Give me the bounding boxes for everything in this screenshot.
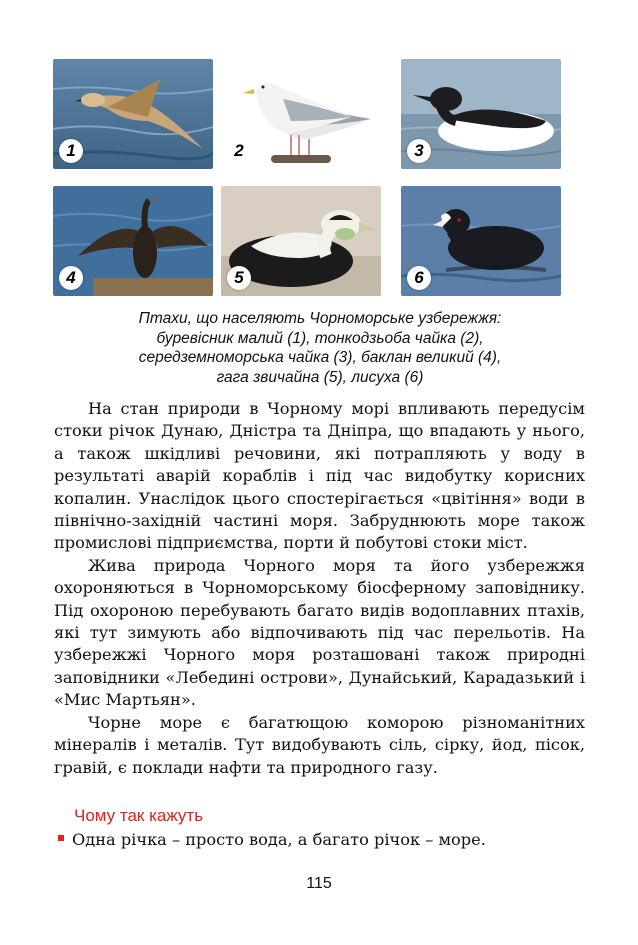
photo-mediterranean-gull [401, 59, 561, 169]
figure-number-5: 5 [227, 266, 251, 290]
proverb-item [58, 830, 486, 849]
figure-number-2: 2 [227, 139, 251, 163]
page-number: 115 [306, 875, 332, 892]
caption-line: Птахи, що населяють Чорноморське узбережжя: [138, 310, 502, 327]
figure-caption [60, 309, 580, 387]
photo-slender-billed-gull [221, 59, 381, 169]
figure-number-3: 3 [407, 139, 431, 163]
main-text [54, 398, 585, 779]
photo-cormorant [53, 186, 213, 296]
photo-shearwater [53, 59, 213, 169]
caption-line: буревісник малий (1), тонкодзьоба чайка (2), [156, 329, 484, 347]
caption-line: середземноморська чайка (3), баклан великий (4), [138, 349, 502, 366]
paragraph: Жива природа Чорного моря та його узбережжя охороняються в Чорноморському біосферному заповіднику. Під охороною перебувають багато видів водоплавних птахів, які тут зимують або відпочивають під час перельотів. На узбережжі Чорного моря розташовані також природні заповідники «Лебедині острови», Дунайський, Карадазький і «Мис Мартьян». [54, 555, 585, 710]
figure-number-6: 6 [407, 266, 431, 290]
photo-common-eider [221, 186, 381, 296]
bullet-icon [58, 835, 64, 841]
photo-coot [401, 186, 561, 296]
paragraph: На стан природи в Чорному морі впливають передусім стоки річок Дунаю, Дністра та Дніпра, що впадають у нього, а також шкідливі речовини, які потрапляють у воду в результаті аварій кораблів і під час видобутку корисних копалин. Унаслідок цього спостерігається «цвітіння» води в північно-західній частині моря. Забруднюють море також промислові підприємства, порти й побутові стоки міст. [54, 399, 585, 553]
figure-number-1: 1 [59, 139, 83, 163]
proverb-text: Одна річка – просто вода, а багато річок – море. [72, 830, 486, 849]
section-heading: Чому так кажуть [74, 806, 204, 825]
caption-line: гага звичайна (5), лисуха (6) [216, 368, 424, 386]
figure-number-4: 4 [59, 266, 83, 290]
paragraph: Чорне море є багатющою коморою різноманітних мінералів і металів. Тут видобувають сіль, сірку, йод, пісок, гравій, є поклади нафти та природного газу. [54, 712, 585, 777]
